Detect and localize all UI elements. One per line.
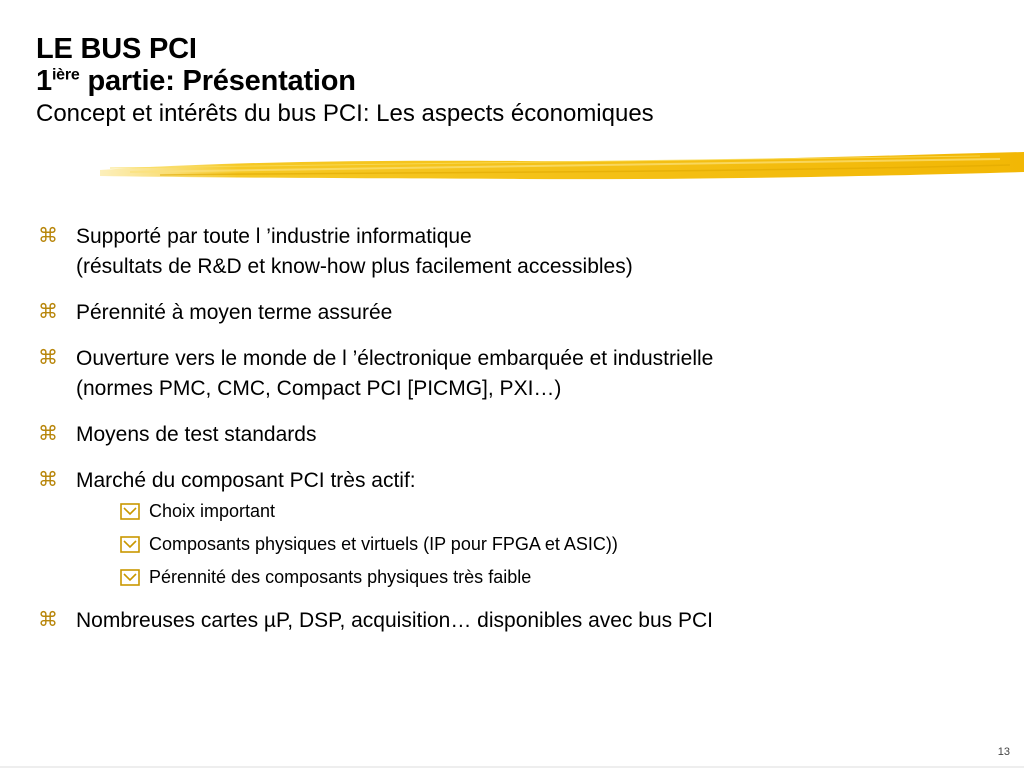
bullet-line: Pérennité à moyen terme assurée <box>76 301 393 324</box>
bullet-line: Moyens de test standards <box>76 423 317 446</box>
heading-superscript: ière <box>51 66 80 84</box>
slide-heading <box>36 66 654 98</box>
bullet-line: (normes PMC, CMC, Compact PCI [PICMG], PXI…) <box>76 377 562 400</box>
bullet-text <box>76 298 998 328</box>
bullet-text <box>76 606 998 636</box>
bullet-item <box>38 344 998 404</box>
command-key-icon: ⌘ <box>38 223 58 247</box>
sub-bullet-text: Pérennité des composants physiques très faible <box>149 567 532 587</box>
bullet-item <box>38 222 998 282</box>
page-number: 13 <box>997 746 1010 758</box>
bullet-text <box>76 222 998 282</box>
brush-stroke-decoration <box>100 148 1024 188</box>
sub-bullet-item <box>120 564 998 590</box>
check-box-icon <box>120 569 140 586</box>
heading-rest: partie: Présentation <box>79 64 356 97</box>
bullet-item <box>38 466 998 590</box>
bullet-item <box>38 420 998 450</box>
title-block <box>36 34 654 127</box>
check-box-icon <box>120 536 140 553</box>
bullet-line: Marché du composant PCI très actif: <box>76 469 416 492</box>
bullet-line: Ouverture vers le monde de l ’électronique embarquée et industrielle <box>76 347 714 370</box>
slide-title: LE BUS PCI <box>36 33 197 65</box>
heading-number: 1 <box>36 64 52 97</box>
slide-subtitle: Concept et intérêts du bus PCI: Les aspects économiques <box>36 99 654 127</box>
bullet-list <box>38 222 998 652</box>
bullet-text <box>76 344 998 404</box>
bullet-item <box>38 606 998 636</box>
sub-bullet-text: Composants physiques et virtuels (IP pour FPGA et ASIC)) <box>149 534 618 554</box>
bullet-line: Nombreuses cartes µP, DSP, acquisition… disponibles avec bus PCI <box>76 609 713 632</box>
command-key-icon: ⌘ <box>38 299 58 323</box>
check-box-icon <box>120 503 140 520</box>
bullet-text <box>76 420 998 450</box>
command-key-icon: ⌘ <box>38 607 58 631</box>
sub-bullet-list <box>76 498 998 590</box>
bullet-line: (résultats de R&D et know-how plus facilement accessibles) <box>76 255 633 278</box>
sub-bullet-item <box>120 531 998 557</box>
bullet-text <box>76 466 998 590</box>
command-key-icon: ⌘ <box>38 421 58 445</box>
command-key-icon: ⌘ <box>38 345 58 369</box>
bullet-line: Supporté par toute l ’industrie informatique <box>76 225 472 248</box>
command-key-icon: ⌘ <box>38 467 58 491</box>
sub-bullet-text: Choix important <box>149 501 276 521</box>
sub-bullet-item <box>120 498 998 524</box>
bullet-item <box>38 298 998 328</box>
